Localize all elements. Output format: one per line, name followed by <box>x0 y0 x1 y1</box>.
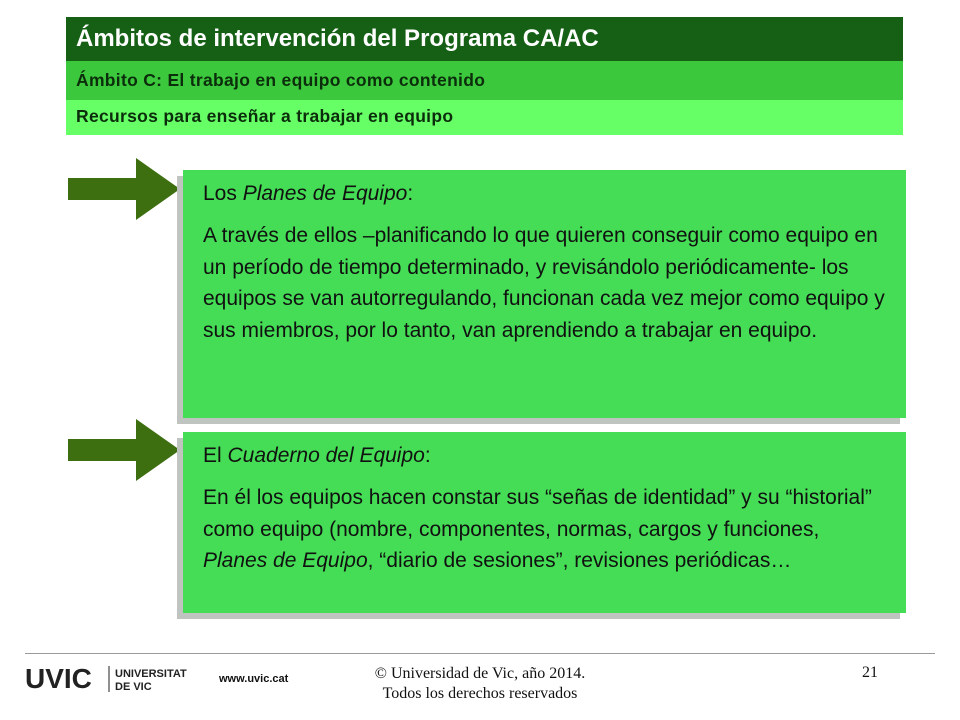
planes-de-equipo-card <box>183 170 906 418</box>
card-body: A través de ellos –planificando lo que quieren conseguir como equipo en un período de tiempo determinado, y revisándolo periódicamente- los equipos se van autorregulando, funcionan cada vez mejor como equipo y sus miembros, por lo tanto, van aprendiendo a trabajar en equipo. <box>203 224 885 342</box>
cuaderno-del-equipo-card <box>183 432 906 613</box>
subtitle-bar: Ámbito C: El trabajo en equipo como contenido <box>66 61 903 100</box>
right-arrow-icon <box>68 419 180 481</box>
card-title: El Cuaderno del Equipo: <box>203 444 431 467</box>
right-arrow-icon <box>68 158 180 220</box>
card-body: En él los equipos hacen constar sus “señas de identidad” y su “historial” como equipo (nombre, componentes, normas, cargos y funciones, Planes de Equipo, “diario de sesiones”, revisiones periódicas… <box>203 486 872 572</box>
copyright-line-2: Todos los derechos reservados <box>382 685 578 702</box>
logo-line-2: DE VIC <box>115 681 152 693</box>
copyright <box>330 664 630 704</box>
website-link[interactable]: www.uvic.cat <box>219 673 289 685</box>
footer-divider <box>25 653 935 654</box>
page-title: Ámbitos de intervención del Programa CA/AC <box>66 17 903 61</box>
logo-text: UVIC <box>25 663 92 694</box>
section-bar: Recursos para enseñar a trabajar en equipo <box>66 100 903 135</box>
copyright-line-1: © Universidad de Vic, año 2014. <box>374 665 586 682</box>
page-number: 21 <box>862 664 878 681</box>
uvic-logo <box>25 660 205 700</box>
logo-line-1: UNIVERSITAT <box>115 668 187 680</box>
card-title: Los Planes de Equipo: <box>203 182 414 205</box>
